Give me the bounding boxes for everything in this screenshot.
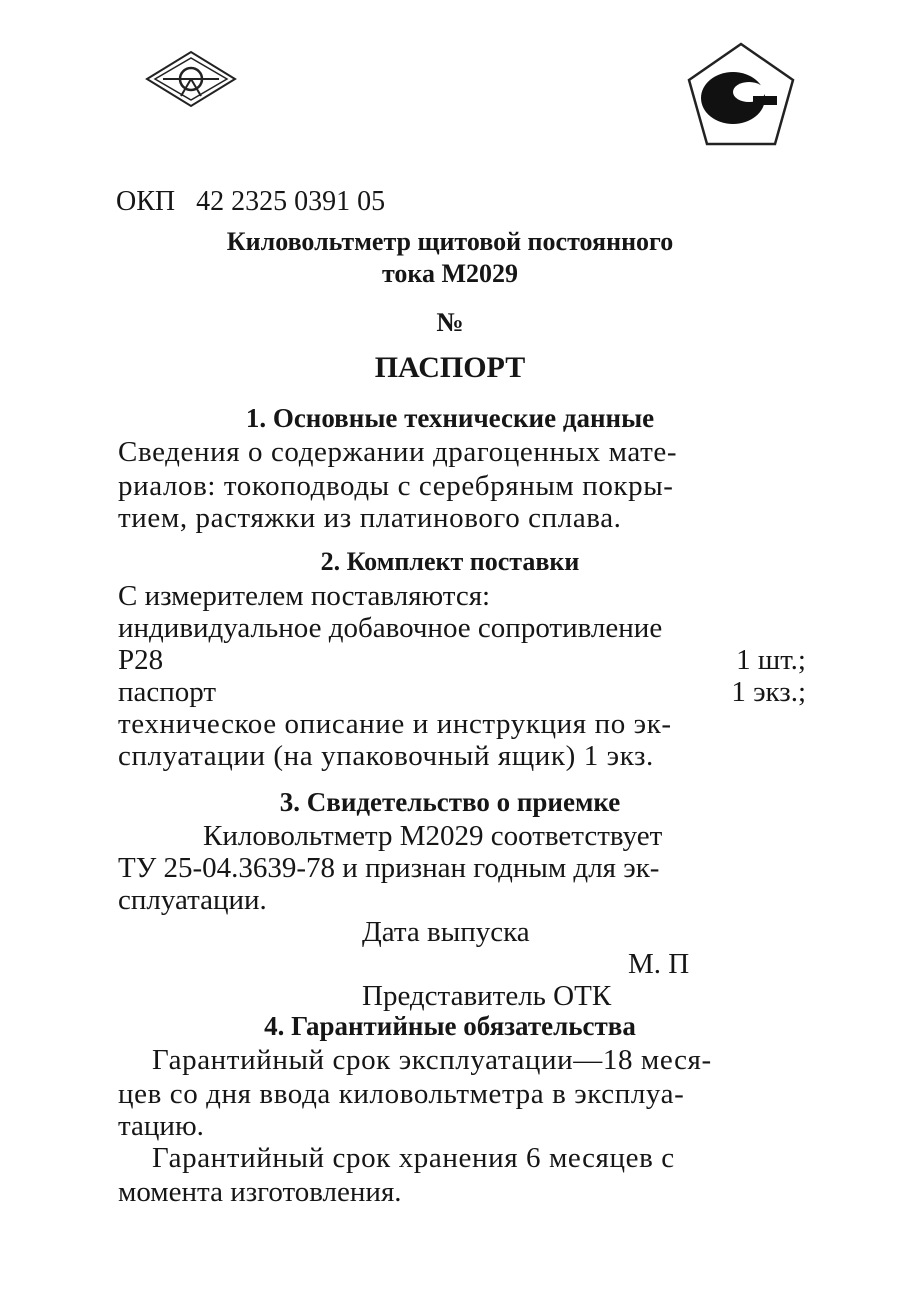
section-4-line-5: момента изготовления. [118,1176,402,1208]
section-1-line-1: Сведения о содержании драгоценных мате- [118,436,678,468]
section-4-line-2: цев со дня ввода киловольтметра в эксплуа- [118,1078,685,1110]
item-1-row [118,644,806,676]
section-1-heading: 1. Основные технические данные [245,403,655,433]
number-sign: № [436,307,464,337]
item-3-line-2: сплуатации (на упаковочный ящик) 1 экз. [118,740,654,772]
section-1-line-3: тием, растяжки из платинового сплава. [118,502,622,534]
title-line-1: Киловольтметр щитовой постоянного [226,227,674,256]
okp-code: 42 2325 0391 05 [196,186,386,217]
section-3-heading: 3. Свидетельство о приемке [279,787,621,817]
section-4-line-3: тацию. [118,1110,204,1142]
stamp-place-label: М. П [628,948,690,980]
section-3-line-2: ТУ 25-04.3639-78 и признан годным для эк- [118,852,660,884]
section-2-intro: С измерителем поставляются: [118,580,491,612]
release-date-label: Дата выпуска [362,916,530,948]
okp-label: ОКП [116,186,176,217]
title-line-2: тока М2029 [381,259,519,288]
item-3-line-1: техническое описание и инструкция по эк- [118,708,672,740]
manufacturer-logo-icon [143,48,239,110]
quality-mark-icon [683,40,799,152]
section-4-line-4: Гарантийный срок хранения 6 месяцев с [152,1142,675,1174]
section-4-heading: 4. Гарантийные обязательства [264,1011,636,1041]
okp-line [116,186,385,218]
item-2-row [118,676,806,708]
section-3-line-1: Киловольтметр М2029 соответствует [203,820,663,852]
section-2-heading: 2. Комплект поставки [320,547,580,576]
section-4-line-1: Гарантийный срок эксплуатации—18 меся- [152,1044,712,1076]
item-1-line-1: индивидуальное добавочное сопротивление [118,612,663,644]
item-2-name: паспорт [118,676,217,708]
section-3-line-3: сплуатации. [118,884,267,916]
item-1-name: Р28 [118,644,164,676]
otk-representative-label: Представитель ОТК [362,980,612,1012]
item-2-quantity: 1 экз.; [731,676,806,708]
document-type-title: ПАСПОРТ [374,351,526,384]
item-1-quantity: 1 шт.; [736,644,806,676]
section-1-line-2: риалов: токоподводы с серебряным покры- [118,470,674,502]
